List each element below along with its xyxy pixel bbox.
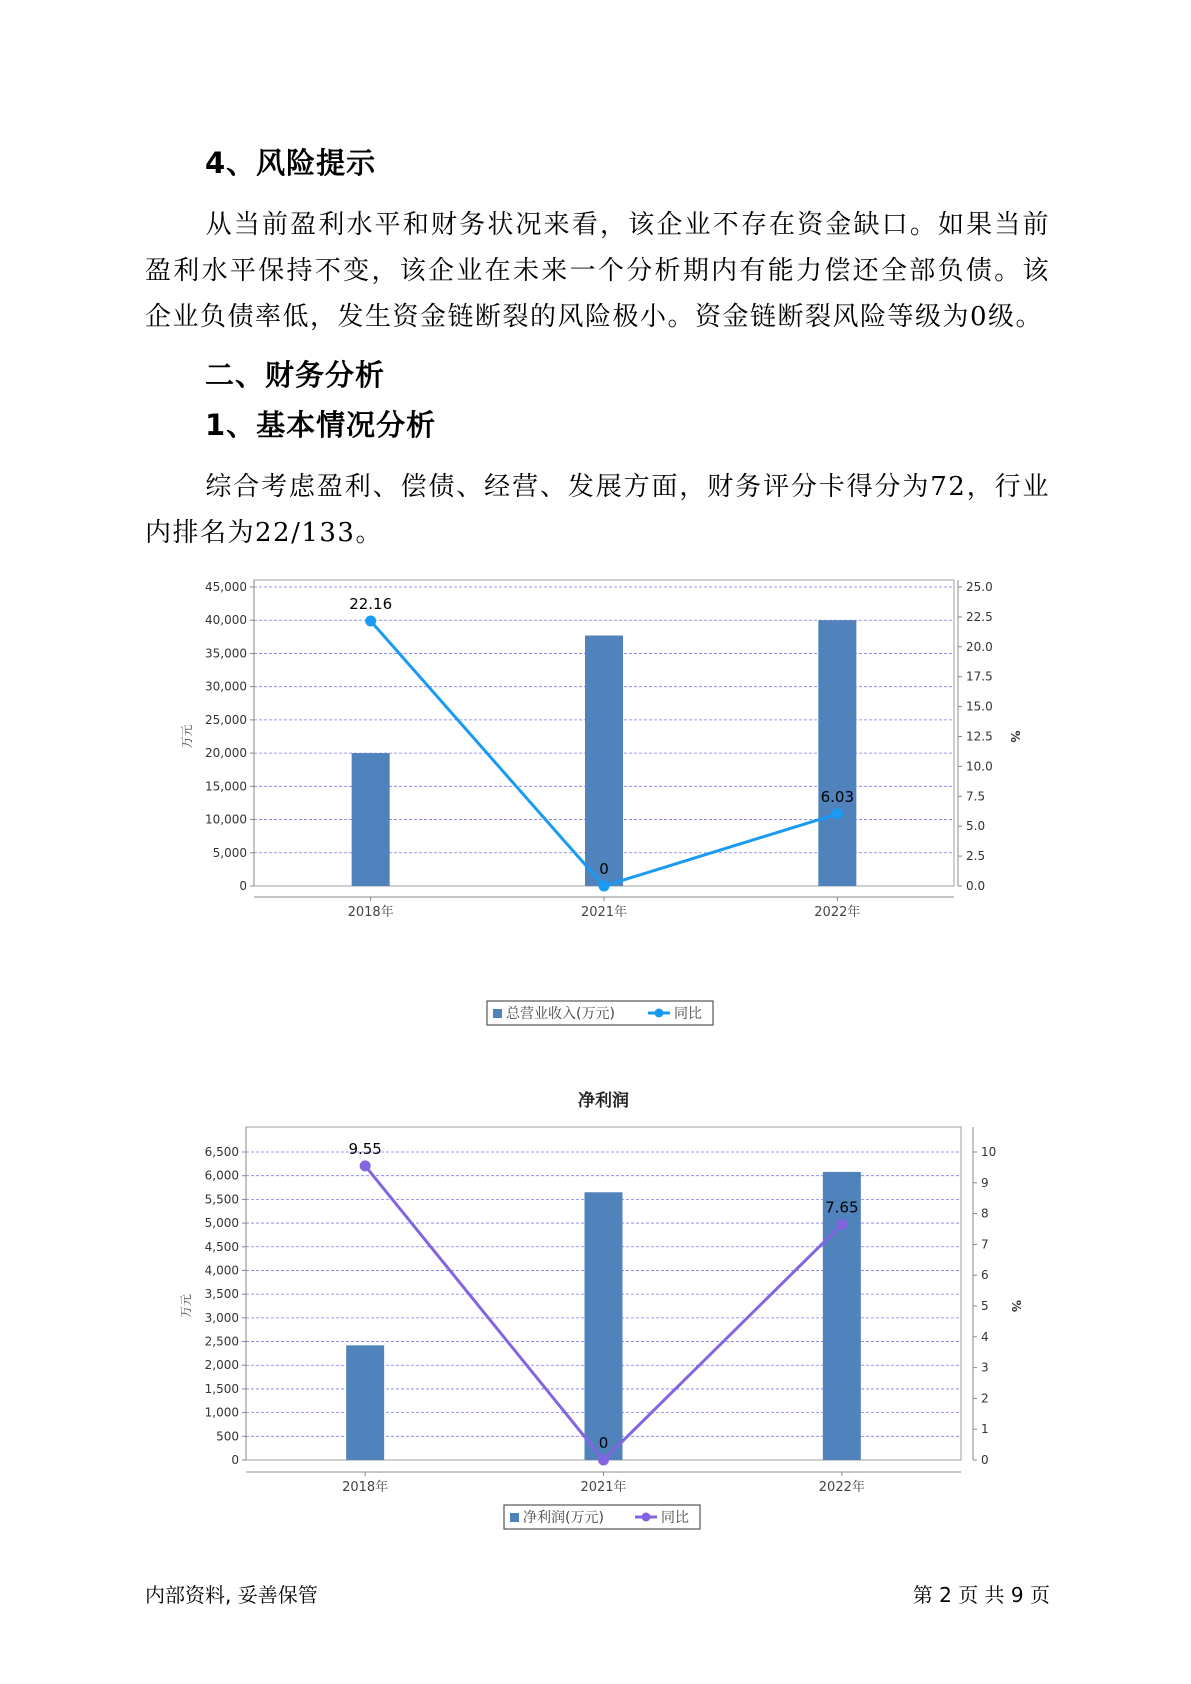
y-tick-label: 0 — [231, 1453, 239, 1467]
y2-tick-label: 15.0 — [966, 699, 993, 714]
x-tick-label: 2022年 — [814, 905, 861, 920]
yoy-point — [598, 1455, 609, 1466]
risk-paragraph-text: 从当前盈利水平和财务状况来看，该企业不存在资金缺口。如果当前盈利水平保持不变，该企业在未来一个分析期内有能力偿还全部负债。该企业负债率低，发生资金链断裂的风险极小。资金链断裂风险等级为0级。 — [145, 210, 1050, 332]
risk-paragraph — [145, 202, 1050, 340]
yoy-data-label: 22.16 — [349, 594, 393, 613]
y-tick-label: 5,500 — [204, 1192, 239, 1207]
heading-financial-analysis: 二、财务分析 — [205, 358, 386, 392]
legend-line-label: 同比 — [674, 1006, 702, 1022]
y-tick-label: 10,000 — [205, 812, 247, 827]
y-tick-label: 2,500 — [204, 1334, 239, 1349]
yoy-point — [832, 808, 843, 819]
y-tick-label: 20,000 — [205, 746, 247, 761]
x-tick-label: 2021年 — [580, 1480, 627, 1495]
legend-bar-label: 总营业收入(万元) — [506, 1006, 615, 1022]
heading-basic-analysis: 1、基本情况分析 — [205, 408, 437, 442]
y2-tick-label: 7.5 — [966, 789, 986, 804]
y2-tick-label: 12.5 — [966, 729, 993, 744]
legend-bar-swatch — [510, 1513, 519, 1522]
y2-tick-label: 1 — [981, 1422, 989, 1437]
legend-line-label: 同比 — [661, 1510, 689, 1526]
bar-2021年 — [585, 636, 623, 886]
x-tick-label: 2021年 — [580, 905, 628, 920]
y2-tick-label: 25.0 — [966, 580, 993, 594]
yoy-data-label: 0 — [599, 860, 609, 878]
heading-risk: 4、风险提示 — [205, 146, 377, 180]
y-tick-label: 40,000 — [205, 613, 247, 628]
y2-tick-label: 20.0 — [966, 639, 993, 654]
bar-2021年 — [585, 1192, 623, 1460]
yoy-data-label: 6.03 — [820, 787, 855, 806]
footer-confidential: 内部资料, 妥善保管 — [145, 1583, 318, 1607]
revenue-chart — [0, 575, 1191, 1040]
y2-axis-title: % — [1009, 1299, 1023, 1313]
y2-tick-label: 9 — [981, 1175, 989, 1190]
y-tick-label: 3,000 — [204, 1310, 239, 1325]
y2-tick-label: 5.0 — [966, 819, 986, 834]
y2-tick-label: 22.5 — [966, 609, 993, 624]
y-tick-label: 3,500 — [204, 1287, 239, 1302]
yoy-data-label: 7.65 — [825, 1198, 859, 1217]
yoy-point — [599, 881, 610, 892]
chart-legend — [487, 1001, 713, 1025]
y-tick-label: 5,000 — [204, 1216, 239, 1231]
footer-page-number: 第 2 页 共 9 页 — [912, 1583, 1050, 1607]
x-tick-label: 2018年 — [347, 905, 394, 920]
y2-axis-title: % — [1008, 730, 1022, 743]
y2-tick-label: 10.0 — [966, 759, 993, 774]
y-tick-label: 6,500 — [204, 1145, 239, 1159]
y-tick-label: 4,500 — [204, 1239, 239, 1254]
basic-paragraph — [145, 464, 1050, 556]
x-tick-label: 2022年 — [818, 1480, 865, 1495]
y-tick-label: 0 — [239, 879, 247, 893]
y-axis-title: 万元 — [179, 1293, 193, 1319]
y-tick-label: 45,000 — [205, 580, 247, 594]
basic-paragraph-text: 综合考虑盈利、偿债、经营、发展方面，财务评分卡得分为72，行业内排名为22/133。 — [145, 472, 1050, 548]
yoy-data-label: 9.55 — [348, 1139, 382, 1158]
y2-tick-label: 3 — [981, 1360, 989, 1375]
yoy-point — [360, 1160, 371, 1171]
bar-2018年 — [352, 753, 390, 886]
y-tick-label: 15,000 — [205, 779, 247, 794]
bar-2018年 — [346, 1345, 384, 1460]
legend-bar-swatch — [493, 1009, 502, 1018]
y2-tick-label: 8 — [981, 1206, 989, 1221]
y-tick-label: 25,000 — [205, 712, 247, 727]
bar-2022年 — [818, 620, 856, 886]
y2-tick-label: 10 — [981, 1145, 997, 1159]
yoy-point — [365, 615, 376, 626]
y2-tick-label: 0 — [981, 1453, 989, 1467]
y-axis-title: 万元 — [180, 724, 194, 749]
net-profit-chart — [0, 1075, 1191, 1545]
y2-tick-label: 2 — [981, 1391, 989, 1406]
y2-tick-label: 5 — [981, 1299, 989, 1313]
chart-title: 净利润 — [578, 1091, 629, 1111]
legend-line-marker — [655, 1009, 664, 1018]
y-tick-label: 6,000 — [204, 1168, 239, 1183]
y-tick-label: 500 — [216, 1429, 239, 1444]
yoy-data-label: 0 — [598, 1434, 609, 1452]
y-tick-label: 1,500 — [204, 1381, 239, 1396]
legend-bar-label: 净利润(万元) — [523, 1510, 604, 1526]
y2-tick-label: 2.5 — [966, 849, 986, 864]
yoy-point — [836, 1219, 847, 1230]
y-tick-label: 30,000 — [205, 679, 247, 694]
x-tick-label: 2018年 — [342, 1480, 389, 1495]
y2-tick-label: 6 — [981, 1268, 989, 1283]
y2-tick-label: 0.0 — [966, 879, 986, 893]
y2-tick-label: 17.5 — [966, 669, 993, 684]
y-tick-label: 5,000 — [212, 845, 247, 860]
y-tick-label: 4,000 — [204, 1263, 239, 1278]
y-tick-label: 1,000 — [204, 1405, 239, 1420]
y-tick-label: 2,000 — [204, 1358, 239, 1373]
y2-tick-label: 7 — [981, 1237, 989, 1252]
legend-line-marker — [642, 1513, 651, 1522]
y2-tick-label: 4 — [981, 1329, 989, 1344]
y-tick-label: 35,000 — [205, 646, 247, 661]
chart-legend — [504, 1505, 700, 1529]
